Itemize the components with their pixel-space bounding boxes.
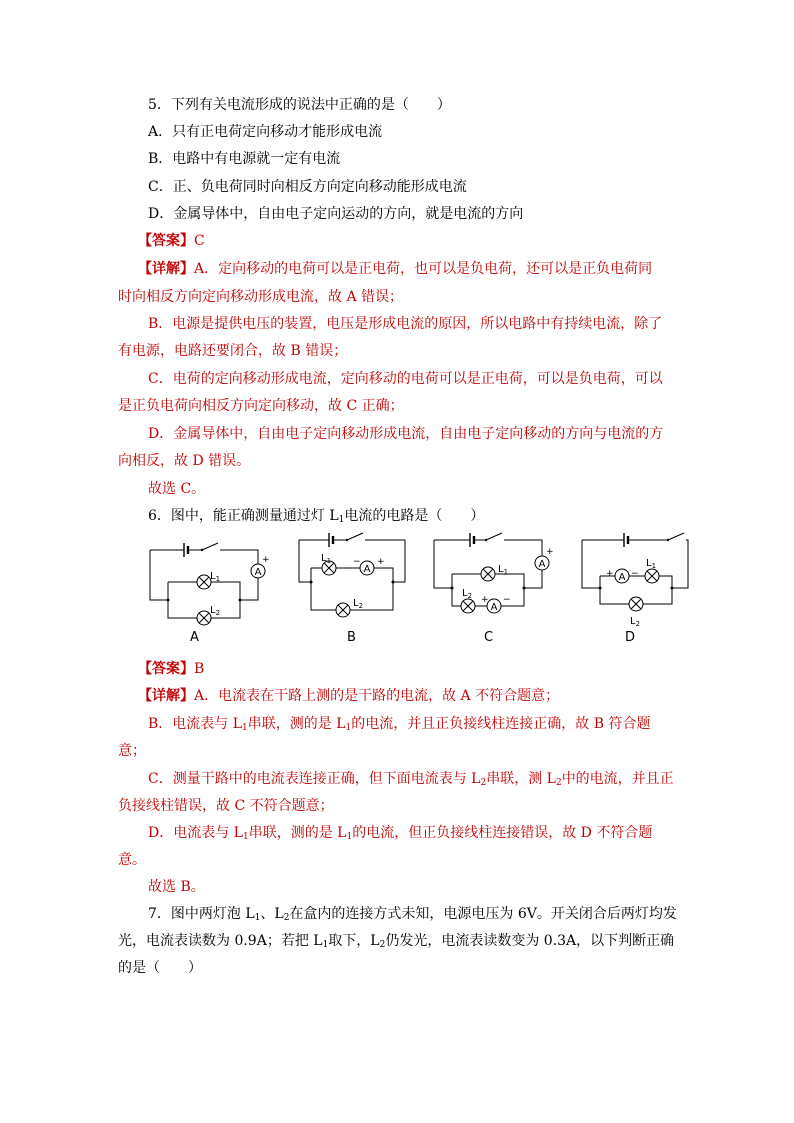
detail-tag: 【详解】 bbox=[138, 261, 194, 277]
q6-detail-text: A．电流表在干路上测的是干路的电流，故 A 不符合题意； bbox=[194, 688, 560, 704]
q5-option-d: D．金属导体中，自由电子定向运动的方向，就是电流的方向 bbox=[148, 206, 524, 222]
lamp-l2-label: $L_2$ bbox=[353, 598, 364, 610]
ammeter-label: A bbox=[254, 567, 262, 578]
q6-detail-line-6: D．电流表与 $L_1$串联，测的是 $L_1$的电流，但正负接线柱连接错误，故 D 不符合题 bbox=[148, 825, 653, 842]
q6-detail-line-4: C．测量干路中的电流表连接正确，但下面电流表与 $L_2$串联，测 $L_2$中的电流，并且正 bbox=[148, 771, 674, 788]
q6-stem-pre: 6．图中，能正确测量通过灯 L bbox=[148, 508, 339, 524]
plus-label: + bbox=[481, 595, 489, 605]
q6-stem-sub: 1 bbox=[338, 515, 345, 525]
lamp-l1-label: $L_1$ bbox=[498, 564, 509, 576]
q6-detail-line-7: 意。 bbox=[118, 852, 146, 868]
ammeter-label: A bbox=[538, 559, 546, 570]
q5-detail-line-1 bbox=[138, 259, 652, 279]
detail-tag: 【详解】 bbox=[138, 688, 194, 704]
q5-detail-line-5: C．电荷的定向移动形成电流，定向移动的电荷可以是正电荷，可以是负电荷，可以 bbox=[148, 371, 663, 387]
q6-detail-line-3: 意； bbox=[118, 743, 146, 759]
q5-answer bbox=[138, 231, 205, 251]
lamp-l2-label: $L_2$ bbox=[210, 605, 221, 617]
q6-stem-post: 电流的电路是（ ） bbox=[344, 508, 485, 524]
q5-answer-value: C bbox=[194, 233, 205, 249]
q5-detail-line-2: 时向相反方向定向移动形成电流，故 A 错误； bbox=[118, 289, 404, 305]
plus-label: + bbox=[546, 547, 554, 557]
answer-tag: 【答案】 bbox=[138, 233, 194, 249]
circuit-a bbox=[148, 538, 273, 623]
lamp-l2-label: $L_2$ bbox=[630, 616, 641, 628]
plus-label: + bbox=[606, 569, 614, 579]
q5-option-b: B．电路中有电源就一定有电流 bbox=[148, 151, 341, 167]
q6-detail-line-1 bbox=[138, 686, 559, 706]
plus-label: + bbox=[262, 555, 270, 565]
caption-c: C bbox=[484, 630, 494, 645]
q6-stem bbox=[148, 506, 484, 530]
q5-conclusion: 故选 C。 bbox=[148, 481, 206, 497]
q5-detail-text: A．定向移动的电荷可以是正电荷，也可以是负电荷，还可以是正负电荷同 bbox=[194, 261, 653, 277]
lamp-l1-label: $L_1$ bbox=[210, 571, 221, 583]
lamp-l1-label: $L_1$ bbox=[646, 558, 657, 570]
plus-label: + bbox=[377, 557, 385, 567]
lamp-l1-label: $L_1$ bbox=[321, 553, 332, 565]
caption-d: D bbox=[625, 630, 636, 645]
ammeter-label: A bbox=[363, 564, 371, 575]
q5-detail-line-4: 有电源，电路还要闭合，故 B 错误； bbox=[118, 343, 348, 359]
q5-detail-line-6: 是正负电荷向相反方向定向移动，故 C 正确； bbox=[118, 398, 404, 414]
minus-label: − bbox=[503, 595, 511, 605]
q6-answer bbox=[138, 659, 204, 679]
q5-detail-line-7: D．金属导体中，自由电子定向移动形成电流，自由电子定向移动的方向与电流的方 bbox=[148, 426, 664, 442]
q5-stem: 5．下列有关电流形成的说法中正确的是（ ） bbox=[148, 97, 451, 113]
q7-stem-line-2: 光，电流表读数为 0.9A；若把 $L_1$取下，$L_2$仍发光，电流表读数变为 0.3A，以下判断正确 bbox=[118, 933, 675, 950]
q5-detail-line-3: B．电源是提供电压的装置，电压是形成电流的原因，所以电路中有持续电流，除了 bbox=[148, 316, 663, 332]
q6-detail-line-2: B．电流表与 $L_1$串联，测的是 $L_1$的电流，并且正负接线柱连接正确，故 B 符合题 bbox=[148, 716, 651, 733]
circuit-d bbox=[580, 532, 695, 627]
q6-detail-line-5: 负接线柱错误，故 C 不符合题意； bbox=[118, 798, 334, 814]
q5-option-a: A．只有正电荷定向移动才能形成电流 bbox=[148, 124, 383, 140]
q7-stem-line-3: 的是（ ） bbox=[118, 960, 202, 976]
caption-a: A bbox=[190, 630, 199, 645]
minus-label: − bbox=[353, 557, 361, 567]
ammeter-label: A bbox=[490, 602, 498, 613]
ammeter-label: A bbox=[618, 572, 626, 583]
q5-option-c: C．正、负电荷同时向相反方向定向移动能形成电流 bbox=[148, 179, 467, 195]
answer-tag: 【答案】 bbox=[138, 661, 194, 677]
circuit-c bbox=[432, 532, 552, 622]
q7-stem-line-1: 7．图中两灯泡 $L_1$、$L_2$在盒内的连接方式未知，电源电压为 6V。开关闭合后两灯均发 bbox=[148, 906, 677, 923]
caption-b: B bbox=[347, 630, 356, 645]
minus-label: − bbox=[631, 569, 639, 579]
q5-detail-line-8: 向相反，故 D 错误。 bbox=[118, 453, 251, 469]
lamp-l2-label: $L_2$ bbox=[462, 588, 473, 600]
q6-answer-value: B bbox=[194, 661, 205, 677]
q6-conclusion: 故选 B。 bbox=[148, 879, 205, 895]
circuit-b bbox=[297, 532, 412, 622]
